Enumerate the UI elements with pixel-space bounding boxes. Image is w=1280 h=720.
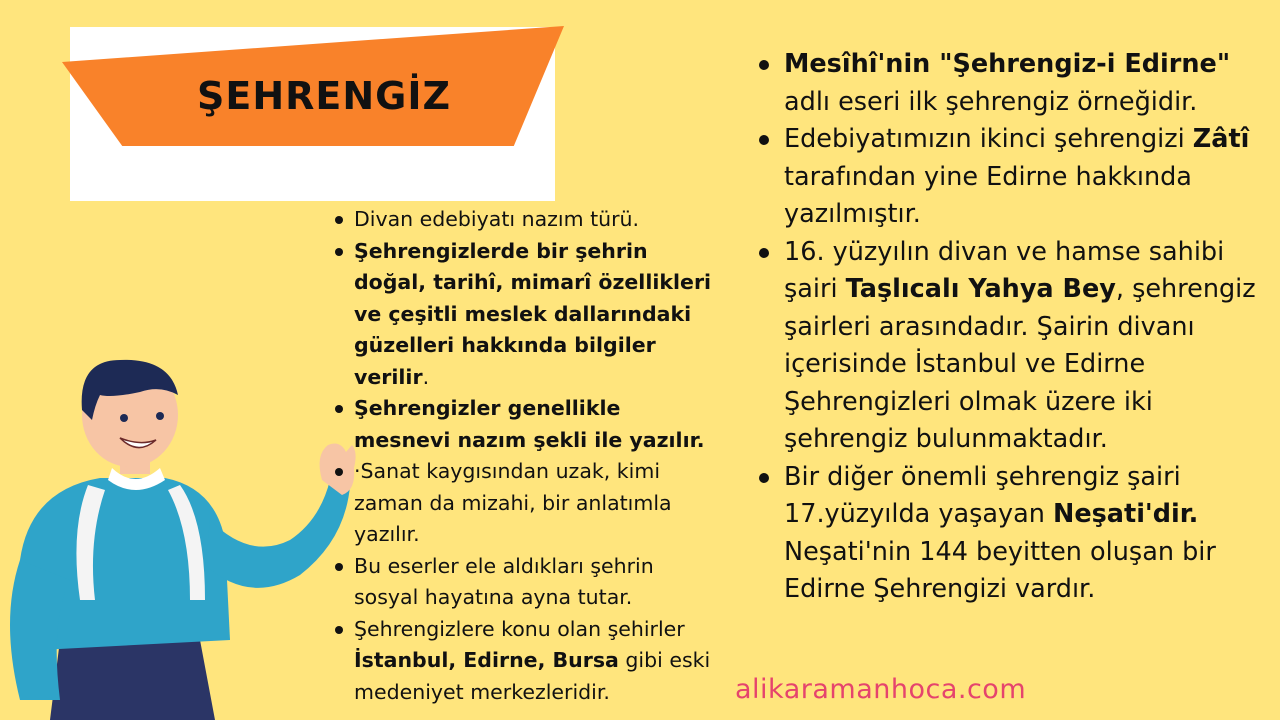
list-item: ·Sanat kaygısından uzak, kimi zaman da mizahi, bir anlatımla yazılır. (332, 456, 712, 551)
website-url[interactable]: alikaramanhoca.com (735, 674, 1027, 705)
list-item: Edebiyatımızın ikinci şehrengizi Zâtî tarafından yine Edirne hakkında yazılmıştır. (756, 121, 1261, 234)
list-item: Bir diğer önemli şehrengiz şairi 17.yüzyılda yaşayan Neşati'dir. Neşati'nin 144 beyitten oluşan bir Edirne Şehrengizi vardır. (756, 459, 1261, 609)
boy-illustration (0, 340, 360, 720)
list-item: Bu eserler ele aldıkları şehrin sosyal hayatına ayna tutar. (332, 551, 712, 614)
list-item: Mesîhî'nin "Şehrengiz-i Edirne" adlı eseri ilk şehrengiz örneğidir. (756, 46, 1261, 121)
right-bullet-list (756, 46, 1261, 609)
list-item: Şehrengizlere konu olan şehirler İstanbul, Edirne, Bursa gibi eski medeniyet merkezleridir. (332, 614, 712, 709)
list-item: 16. yüzyılın divan ve hamse sahibi şairi Taşlıcalı Yahya Bey, şehrengiz şairleri arasındadır. Şairin divanı içerisinde İstanbul ve Edirne Şehrengizleri olmak üzere iki şehrengiz bulunmaktadır. (756, 234, 1261, 459)
left-bullet-list (332, 204, 712, 708)
list-item: Divan edebiyatı nazım türü. (332, 204, 712, 236)
list-item: Şehrengizlerde bir şehrin doğal, tarihî, mimarî özellikleri ve çeşitli meslek dallarındaki güzelleri hakkında bilgiler verilir. (332, 236, 712, 394)
page-title: ŞEHRENGİZ (197, 74, 452, 118)
list-item: Şehrengizler genellikle mesnevi nazım şekli ile yazılır. (332, 393, 712, 456)
